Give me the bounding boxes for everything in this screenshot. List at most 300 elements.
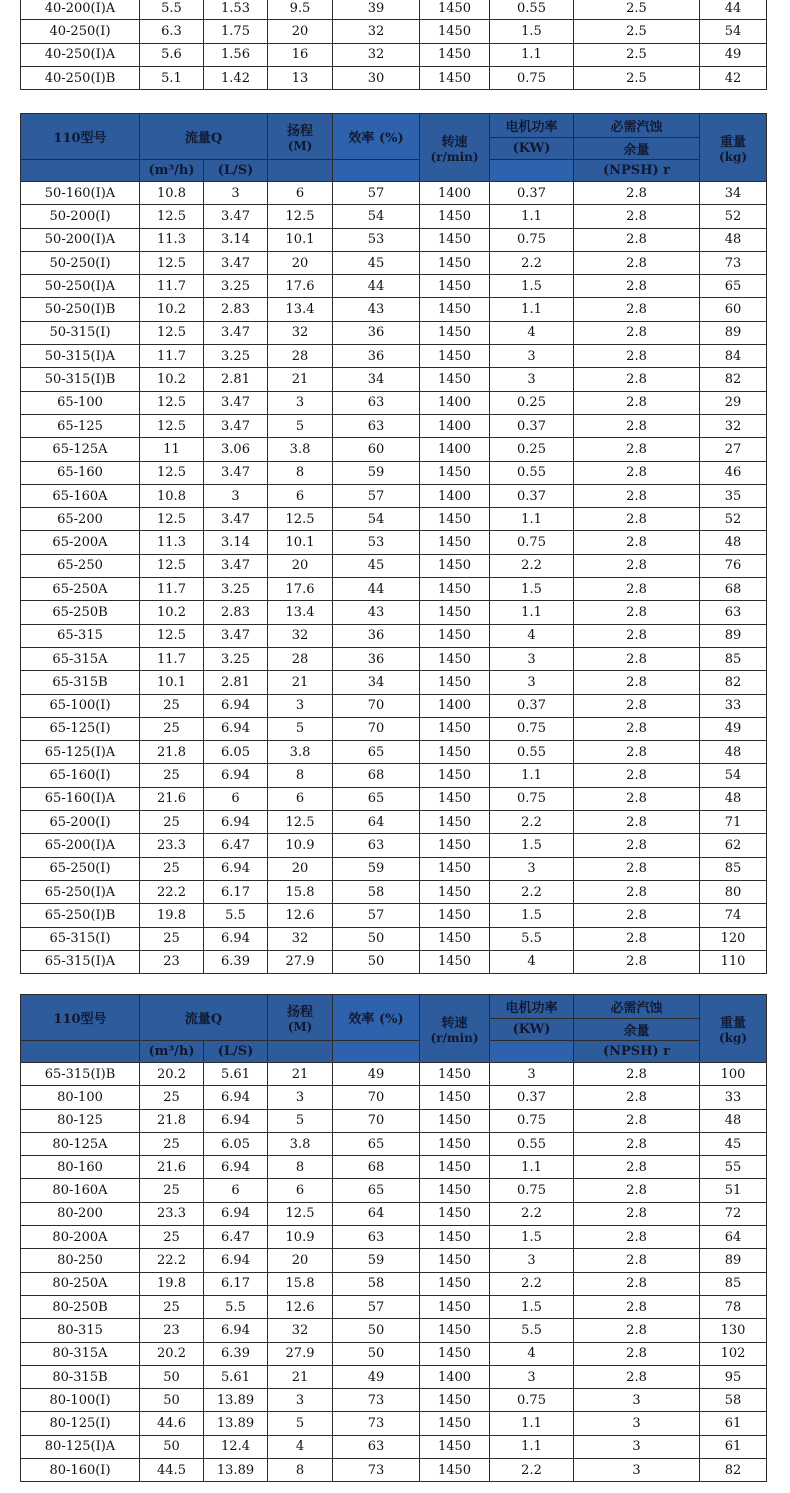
cell-speed: 1450 xyxy=(420,1459,490,1482)
cell-speed: 1450 xyxy=(420,1109,490,1132)
cell-head: 12.6 xyxy=(268,1295,333,1318)
cell-model: 50-315(I)B xyxy=(21,368,140,391)
cell-flow-m3h: 12.5 xyxy=(140,508,204,531)
cell-power: 0.37 xyxy=(490,1086,574,1109)
cell-npsh: 2.8 xyxy=(574,531,700,554)
cell-head: 3 xyxy=(268,1389,333,1412)
cell-flow-m3h: 11.7 xyxy=(140,578,204,601)
cell-npsh: 3 xyxy=(574,1459,700,1482)
cell-flow-ls: 6.94 xyxy=(204,1202,268,1225)
cell-speed: 1450 xyxy=(420,787,490,810)
table-row xyxy=(21,484,767,507)
table-row xyxy=(21,43,767,66)
cell-head: 6 xyxy=(268,1179,333,1202)
cell-efficiency: 59 xyxy=(333,461,420,484)
table-row xyxy=(21,857,767,880)
cell-speed: 1450 xyxy=(420,1435,490,1458)
cell-power: 2.2 xyxy=(490,811,574,834)
cell-npsh: 2.8 xyxy=(574,578,700,601)
header-model-blank xyxy=(21,1041,140,1063)
cell-flow-m3h: 11.7 xyxy=(140,647,204,670)
cell-model: 80-125(I)A xyxy=(21,1435,140,1458)
cell-flow-ls: 2.81 xyxy=(204,368,268,391)
cell-npsh: 2.8 xyxy=(574,1109,700,1132)
cell-power: 0.75 xyxy=(490,787,574,810)
cell-model: 65-315(I) xyxy=(21,927,140,950)
cell-power: 1.1 xyxy=(490,1412,574,1435)
cell-head: 9.5 xyxy=(268,0,333,20)
cell-weight: 130 xyxy=(700,1319,767,1342)
table-row xyxy=(21,950,767,973)
cell-model: 65-100(I) xyxy=(21,694,140,717)
cell-head: 10.9 xyxy=(268,1226,333,1249)
cell-speed: 1450 xyxy=(420,1249,490,1272)
cell-efficiency: 34 xyxy=(333,368,420,391)
pump-spec-table-2 xyxy=(20,994,767,1482)
header-power-unit: (KW) xyxy=(490,138,574,160)
cell-power: 0.55 xyxy=(490,741,574,764)
cell-weight: 49 xyxy=(700,43,767,66)
cell-npsh: 2.5 xyxy=(574,43,700,66)
table-row xyxy=(21,66,767,89)
cell-npsh: 2.8 xyxy=(574,1295,700,1318)
cell-npsh: 2.8 xyxy=(574,764,700,787)
table-row xyxy=(21,904,767,927)
cell-flow-ls: 6.94 xyxy=(204,927,268,950)
cell-model: 65-250A xyxy=(21,578,140,601)
cell-head: 3 xyxy=(268,1086,333,1109)
cell-speed: 1450 xyxy=(420,950,490,973)
cell-head: 28 xyxy=(268,345,333,368)
cell-flow-ls: 1.42 xyxy=(204,66,268,89)
cell-speed: 1450 xyxy=(420,298,490,321)
cell-speed: 1450 xyxy=(420,345,490,368)
header-npsh-b: 余量 xyxy=(574,138,700,160)
cell-flow-m3h: 25 xyxy=(140,1226,204,1249)
table-row xyxy=(21,671,767,694)
cell-flow-ls: 5.61 xyxy=(204,1365,268,1388)
cell-flow-ls: 3.47 xyxy=(204,554,268,577)
cell-weight: 33 xyxy=(700,694,767,717)
cell-npsh: 2.8 xyxy=(574,694,700,717)
cell-weight: 35 xyxy=(700,484,767,507)
cell-efficiency: 32 xyxy=(333,43,420,66)
cell-power: 3 xyxy=(490,1063,574,1086)
cell-weight: 73 xyxy=(700,251,767,274)
cell-model: 50-315(I)A xyxy=(21,345,140,368)
cell-weight: 63 xyxy=(700,601,767,624)
cell-flow-ls: 6.05 xyxy=(204,741,268,764)
cell-npsh: 2.8 xyxy=(574,671,700,694)
cell-npsh: 2.8 xyxy=(574,1249,700,1272)
cell-flow-ls: 6.94 xyxy=(204,1086,268,1109)
cell-model: 50-250(I) xyxy=(21,251,140,274)
cell-speed: 1450 xyxy=(420,1272,490,1295)
cell-speed: 1450 xyxy=(420,1226,490,1249)
cell-power: 3 xyxy=(490,345,574,368)
header-power: 电机功率 xyxy=(490,114,574,138)
cell-efficiency: 63 xyxy=(333,1226,420,1249)
cell-power: 0.25 xyxy=(490,391,574,414)
cell-flow-m3h: 50 xyxy=(140,1389,204,1412)
cell-power: 1.1 xyxy=(490,298,574,321)
cell-weight: 27 xyxy=(700,438,767,461)
cell-efficiency: 50 xyxy=(333,927,420,950)
cell-model: 80-160 xyxy=(21,1156,140,1179)
header-flow-ls: (L/S) xyxy=(204,1041,268,1063)
cell-speed: 1450 xyxy=(420,1063,490,1086)
cell-efficiency: 54 xyxy=(333,508,420,531)
header-efficiency: 效率 (%) xyxy=(333,114,420,160)
table-row xyxy=(21,1295,767,1318)
cell-head: 8 xyxy=(268,1156,333,1179)
cell-flow-m3h: 10.2 xyxy=(140,298,204,321)
cell-model: 65-315B xyxy=(21,671,140,694)
cell-flow-m3h: 22.2 xyxy=(140,1249,204,1272)
cell-flow-ls: 6.47 xyxy=(204,834,268,857)
cell-model: 65-250 xyxy=(21,554,140,577)
cell-efficiency: 36 xyxy=(333,647,420,670)
cell-efficiency: 30 xyxy=(333,66,420,89)
table-header xyxy=(21,114,767,182)
cell-flow-m3h: 11 xyxy=(140,438,204,461)
cell-efficiency: 49 xyxy=(333,1063,420,1086)
cell-npsh: 2.8 xyxy=(574,1132,700,1155)
cell-weight: 102 xyxy=(700,1342,767,1365)
cell-efficiency: 65 xyxy=(333,787,420,810)
cell-speed: 1450 xyxy=(420,1202,490,1225)
cell-efficiency: 57 xyxy=(333,182,420,205)
cell-head: 5 xyxy=(268,1109,333,1132)
cell-weight: 68 xyxy=(700,578,767,601)
cell-speed: 1450 xyxy=(420,764,490,787)
cell-speed: 1450 xyxy=(420,228,490,251)
table-row xyxy=(21,414,767,437)
cell-speed: 1450 xyxy=(420,880,490,903)
cell-speed: 1450 xyxy=(420,1389,490,1412)
cell-power: 0.75 xyxy=(490,66,574,89)
header-speed: 转速 (r/min) xyxy=(420,995,490,1063)
cell-efficiency: 73 xyxy=(333,1412,420,1435)
cell-flow-m3h: 25 xyxy=(140,857,204,880)
cell-head: 8 xyxy=(268,1459,333,1482)
table-row xyxy=(21,0,767,20)
table-row xyxy=(21,1435,767,1458)
cell-model: 40-250(I) xyxy=(21,20,140,43)
cell-npsh: 2.8 xyxy=(574,601,700,624)
cell-efficiency: 68 xyxy=(333,1156,420,1179)
cell-weight: 89 xyxy=(700,624,767,647)
cell-model: 65-200 xyxy=(21,508,140,531)
cell-flow-ls: 6.94 xyxy=(204,811,268,834)
cell-power: 0.75 xyxy=(490,228,574,251)
cell-flow-m3h: 12.5 xyxy=(140,624,204,647)
table-row xyxy=(21,578,767,601)
header-power: 电机功率 xyxy=(490,995,574,1019)
cell-power: 1.1 xyxy=(490,1156,574,1179)
cell-flow-m3h: 23.3 xyxy=(140,1202,204,1225)
cell-efficiency: 70 xyxy=(333,694,420,717)
cell-flow-m3h: 12.5 xyxy=(140,391,204,414)
header-flow-m3: (m³/h) xyxy=(140,1041,204,1063)
cell-model: 80-125A xyxy=(21,1132,140,1155)
header-flow-ls: (L/S) xyxy=(204,160,268,182)
cell-head: 17.6 xyxy=(268,275,333,298)
cell-flow-m3h: 12.5 xyxy=(140,461,204,484)
cell-flow-ls: 2.81 xyxy=(204,671,268,694)
cell-model: 80-250 xyxy=(21,1249,140,1272)
cell-weight: 51 xyxy=(700,1179,767,1202)
cell-head: 3.8 xyxy=(268,438,333,461)
cell-power: 2.2 xyxy=(490,1202,574,1225)
cell-flow-m3h: 50 xyxy=(140,1435,204,1458)
cell-speed: 1450 xyxy=(420,647,490,670)
cell-npsh: 3 xyxy=(574,1389,700,1412)
cell-npsh: 2.8 xyxy=(574,484,700,507)
cell-flow-m3h: 25 xyxy=(140,1295,204,1318)
cell-power: 4 xyxy=(490,624,574,647)
cell-efficiency: 64 xyxy=(333,1202,420,1225)
cell-head: 5 xyxy=(268,717,333,740)
cell-power: 5.5 xyxy=(490,1319,574,1342)
header-head: 扬程 (M) xyxy=(268,114,333,160)
cell-head: 8 xyxy=(268,461,333,484)
cell-model: 50-160(I)A xyxy=(21,182,140,205)
cell-weight: 32 xyxy=(700,414,767,437)
cell-head: 32 xyxy=(268,1319,333,1342)
cell-model: 65-200A xyxy=(21,531,140,554)
cell-model: 80-200 xyxy=(21,1202,140,1225)
table-row xyxy=(21,531,767,554)
cell-weight: 55 xyxy=(700,1156,767,1179)
cell-model: 65-160(I) xyxy=(21,764,140,787)
table-row xyxy=(21,1342,767,1365)
cell-model: 80-100 xyxy=(21,1086,140,1109)
cell-speed: 1400 xyxy=(420,438,490,461)
cell-npsh: 3 xyxy=(574,1435,700,1458)
header-flow-m3: (m³/h) xyxy=(140,160,204,182)
cell-weight: 95 xyxy=(700,1365,767,1388)
header-efficiency-blank xyxy=(333,1041,420,1063)
table-row xyxy=(21,1459,767,1482)
cell-model: 65-315(I)A xyxy=(21,950,140,973)
cell-model: 65-160A xyxy=(21,484,140,507)
table-row xyxy=(21,717,767,740)
cell-head: 6 xyxy=(268,182,333,205)
cell-head: 32 xyxy=(268,927,333,950)
cell-speed: 1450 xyxy=(420,1179,490,1202)
cell-flow-m3h: 22.2 xyxy=(140,880,204,903)
cell-model: 80-315A xyxy=(21,1342,140,1365)
cell-power: 5.5 xyxy=(490,927,574,950)
cell-flow-ls: 1.75 xyxy=(204,20,268,43)
cell-head: 12.5 xyxy=(268,1202,333,1225)
cell-npsh: 2.8 xyxy=(574,1272,700,1295)
cell-power: 0.75 xyxy=(490,1389,574,1412)
cell-flow-m3h: 11.3 xyxy=(140,228,204,251)
cell-power: 2.2 xyxy=(490,880,574,903)
cell-model: 65-250(I)A xyxy=(21,880,140,903)
cell-power: 1.1 xyxy=(490,764,574,787)
cell-model: 80-100(I) xyxy=(21,1389,140,1412)
cell-power: 1.5 xyxy=(490,1226,574,1249)
cell-head: 28 xyxy=(268,647,333,670)
cell-flow-ls: 6.17 xyxy=(204,1272,268,1295)
cell-flow-m3h: 5.6 xyxy=(140,43,204,66)
cell-efficiency: 50 xyxy=(333,950,420,973)
cell-efficiency: 43 xyxy=(333,601,420,624)
cell-weight: 33 xyxy=(700,1086,767,1109)
header-model-blank xyxy=(21,160,140,182)
cell-weight: 74 xyxy=(700,904,767,927)
table-row xyxy=(21,251,767,274)
cell-power: 2.2 xyxy=(490,1459,574,1482)
cell-flow-ls: 13.89 xyxy=(204,1389,268,1412)
cell-flow-ls: 3.47 xyxy=(204,251,268,274)
cell-npsh: 2.8 xyxy=(574,717,700,740)
table-row xyxy=(21,438,767,461)
cell-weight: 65 xyxy=(700,275,767,298)
cell-weight: 42 xyxy=(700,66,767,89)
cell-efficiency: 54 xyxy=(333,205,420,228)
cell-flow-m3h: 20.2 xyxy=(140,1342,204,1365)
cell-efficiency: 68 xyxy=(333,764,420,787)
cell-flow-ls: 13.89 xyxy=(204,1459,268,1482)
cell-model: 80-160A xyxy=(21,1179,140,1202)
cell-weight: 54 xyxy=(700,764,767,787)
cell-weight: 80 xyxy=(700,880,767,903)
cell-npsh: 2.8 xyxy=(574,414,700,437)
cell-efficiency: 53 xyxy=(333,228,420,251)
cell-speed: 1400 xyxy=(420,414,490,437)
cell-power: 0.55 xyxy=(490,1132,574,1155)
cell-flow-ls: 6.05 xyxy=(204,1132,268,1155)
table-row xyxy=(21,1412,767,1435)
cell-efficiency: 70 xyxy=(333,1086,420,1109)
cell-npsh: 2.8 xyxy=(574,275,700,298)
cell-npsh: 2.8 xyxy=(574,508,700,531)
cell-flow-ls: 2.83 xyxy=(204,298,268,321)
table-row xyxy=(21,764,767,787)
table-body xyxy=(21,0,767,90)
table-row xyxy=(21,368,767,391)
table-row xyxy=(21,1132,767,1155)
cell-flow-ls: 6.94 xyxy=(204,694,268,717)
cell-efficiency: 73 xyxy=(333,1389,420,1412)
cell-efficiency: 49 xyxy=(333,1365,420,1388)
table-row xyxy=(21,345,767,368)
cell-weight: 85 xyxy=(700,857,767,880)
cell-npsh: 2.8 xyxy=(574,298,700,321)
cell-speed: 1450 xyxy=(420,508,490,531)
header-efficiency: 效率 (%) xyxy=(333,995,420,1041)
cell-model: 65-125 xyxy=(21,414,140,437)
cell-speed: 1450 xyxy=(420,717,490,740)
cell-flow-ls: 3.25 xyxy=(204,345,268,368)
cell-weight: 48 xyxy=(700,741,767,764)
cell-speed: 1450 xyxy=(420,1342,490,1365)
cell-npsh: 2.8 xyxy=(574,251,700,274)
cell-power: 3 xyxy=(490,368,574,391)
table-row xyxy=(21,624,767,647)
cell-head: 21 xyxy=(268,368,333,391)
cell-flow-m3h: 11.3 xyxy=(140,531,204,554)
cell-model: 65-125(I) xyxy=(21,717,140,740)
cell-weight: 89 xyxy=(700,321,767,344)
table-row xyxy=(21,1249,767,1272)
cell-flow-m3h: 10.2 xyxy=(140,368,204,391)
cell-weight: 61 xyxy=(700,1412,767,1435)
cell-speed: 1450 xyxy=(420,578,490,601)
cell-efficiency: 60 xyxy=(333,438,420,461)
table-row xyxy=(21,508,767,531)
cell-flow-ls: 6.39 xyxy=(204,950,268,973)
cell-efficiency: 34 xyxy=(333,671,420,694)
cell-flow-m3h: 25 xyxy=(140,764,204,787)
cell-weight: 71 xyxy=(700,811,767,834)
cell-efficiency: 59 xyxy=(333,1249,420,1272)
cell-efficiency: 63 xyxy=(333,414,420,437)
cell-npsh: 2.8 xyxy=(574,461,700,484)
cell-head: 13.4 xyxy=(268,298,333,321)
cell-speed: 1450 xyxy=(420,1132,490,1155)
cell-flow-m3h: 11.7 xyxy=(140,275,204,298)
cell-speed: 1450 xyxy=(420,741,490,764)
cell-head: 27.9 xyxy=(268,1342,333,1365)
header-head-blank xyxy=(268,160,333,182)
cell-speed: 1450 xyxy=(420,531,490,554)
cell-flow-m3h: 21.8 xyxy=(140,741,204,764)
cell-flow-ls: 6.94 xyxy=(204,1249,268,1272)
table-row xyxy=(21,275,767,298)
cell-npsh: 2.8 xyxy=(574,741,700,764)
table-row xyxy=(21,205,767,228)
cell-weight: 100 xyxy=(700,1063,767,1086)
cell-flow-m3h: 25 xyxy=(140,1179,204,1202)
cell-head: 21 xyxy=(268,671,333,694)
cell-flow-ls: 6.94 xyxy=(204,1319,268,1342)
table-row xyxy=(21,1109,767,1132)
cell-npsh: 2.8 xyxy=(574,1179,700,1202)
cell-speed: 1450 xyxy=(420,461,490,484)
cell-model: 50-200(I)A xyxy=(21,228,140,251)
cell-speed: 1450 xyxy=(420,671,490,694)
cell-weight: 85 xyxy=(700,647,767,670)
cell-head: 21 xyxy=(268,1365,333,1388)
cell-model: 50-315(I) xyxy=(21,321,140,344)
cell-efficiency: 53 xyxy=(333,531,420,554)
table-row xyxy=(21,1156,767,1179)
cell-flow-ls: 5.61 xyxy=(204,1063,268,1086)
cell-npsh: 2.8 xyxy=(574,904,700,927)
header-npsh-unit: (NPSH) r xyxy=(574,1041,700,1063)
cell-model: 50-250(I)B xyxy=(21,298,140,321)
cell-model: 65-250(I) xyxy=(21,857,140,880)
cell-speed: 1450 xyxy=(420,857,490,880)
cell-flow-ls: 6 xyxy=(204,787,268,810)
cell-head: 32 xyxy=(268,321,333,344)
cell-head: 15.8 xyxy=(268,1272,333,1295)
cell-flow-m3h: 10.1 xyxy=(140,671,204,694)
table-row xyxy=(21,1202,767,1225)
table-row xyxy=(21,601,767,624)
cell-flow-ls: 1.53 xyxy=(204,0,268,20)
table-row xyxy=(21,1086,767,1109)
cell-speed: 1400 xyxy=(420,391,490,414)
cell-speed: 1450 xyxy=(420,811,490,834)
cell-weight: 60 xyxy=(700,298,767,321)
cell-flow-ls: 6.39 xyxy=(204,1342,268,1365)
